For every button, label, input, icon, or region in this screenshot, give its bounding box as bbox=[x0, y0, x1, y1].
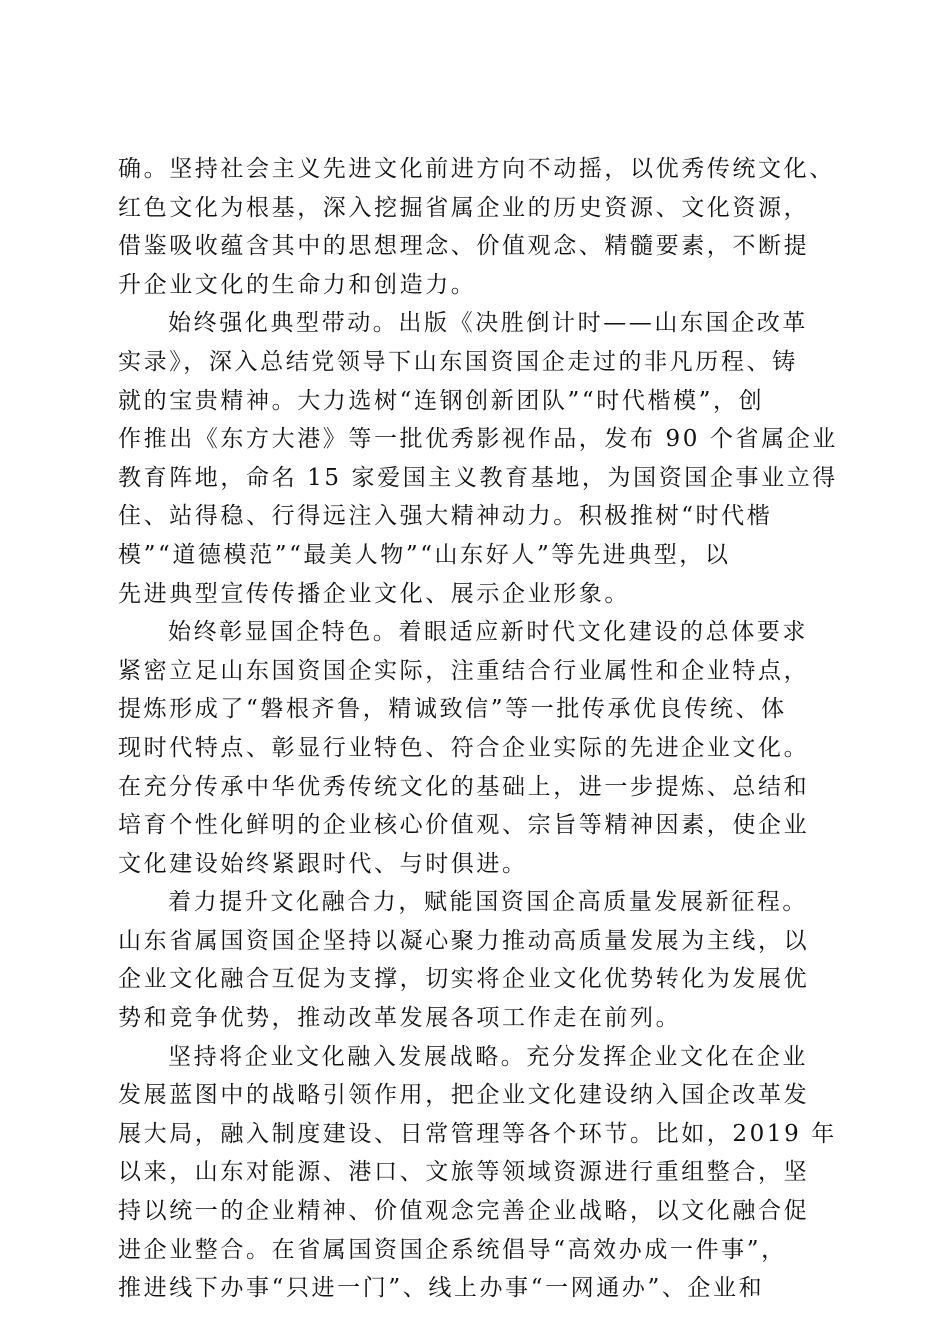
text-line: 红色文化为根基，深入挖掘省属企业的历史资源、文化资源， bbox=[118, 194, 810, 221]
text-line: 持以统一的企业精神、价值观念完善企业战略，以文化融合促 bbox=[118, 1198, 810, 1225]
body-text bbox=[118, 150, 838, 1308]
paragraph-first-line: 始终强化典型带动。出版《决胜倒计时——山东国企改革 bbox=[168, 310, 808, 337]
paragraph-first-line: 着力提升文化融合力，赋能国资国企高质量发展新征程。 bbox=[168, 889, 808, 916]
text-line: 确。坚持社会主义先进文化前进方向不动摇，以优秀传统文化、 bbox=[118, 156, 835, 182]
text-line: 展大局，融入制度建设、日常管理等各个环节。比如，2019 年 bbox=[118, 1120, 837, 1147]
text-line: 作推出《东方大港》等一批优秀影视作品，发布 90 个省属企业 bbox=[118, 426, 838, 453]
text-line: 推进线下办事“只进一门”、线上办事“一网通办”、企业和 bbox=[118, 1275, 765, 1302]
text-line: 现时代特点、彰显行业特色、符合企业实际的先进企业文化。 bbox=[118, 734, 810, 761]
text-line: 进企业整合。在省属国资国企系统倡导“高效办成一件事”， bbox=[118, 1236, 787, 1263]
text-line: 在充分传承中华优秀传统文化的基础上，进一步提炼、总结和 bbox=[118, 773, 810, 800]
text-line: 实录》，深入总结党领导下山东国资国企走过的非凡历程、铸 bbox=[118, 348, 798, 375]
text-line: 模”“道德模范”“最美人物”“山东好人”等先进典型，以 bbox=[118, 541, 731, 568]
text-line: 培育个性化鲜明的企业核心价值观、宗旨等精神因素，使企业 bbox=[118, 812, 810, 839]
text-line: 提炼形成了“磐根齐鲁，精诚致信”等一批传承优良传统、体 bbox=[118, 696, 787, 723]
text-line: 升企业文化的生命力和创造力。 bbox=[118, 271, 477, 298]
text-line: 借鉴吸收蕴含其中的思想理念、价值观念、精髓要素，不断提 bbox=[118, 233, 810, 260]
text-line: 紧密立足山东国资国企实际，注重结合行业属性和企业特点， bbox=[118, 657, 810, 684]
text-line: 企业文化融合互促为支撑，切实将企业文化优势转化为发展优 bbox=[118, 966, 810, 993]
paragraph-first-line: 始终彰显国企特色。着眼适应新时代文化建设的总体要求 bbox=[168, 619, 808, 646]
text-line: 发展蓝图中的战略引领作用，把企业文化建设纳入国企改革发 bbox=[118, 1082, 810, 1109]
text-line: 文化建设始终紧跟时代、与时俱进。 bbox=[118, 850, 528, 877]
text-line: 教育阵地，命名 15 家爱国主义教育基地，为国资国企事业立得 bbox=[118, 464, 838, 491]
paragraph-first-line: 坚持将企业文化融入发展战略。充分发挥企业文化在企业 bbox=[168, 1043, 808, 1070]
text-line: 先进典型宣传传播企业文化、展示企业形象。 bbox=[118, 580, 630, 607]
text-line: 以来，山东对能源、港口、文旅等领域资源进行重组整合，坚 bbox=[118, 1159, 810, 1186]
text-line: 住、站得稳、行得远注入强大精神动力。积极推树“时代楷 bbox=[118, 503, 773, 530]
text-line: 势和竞争优势，推动改革发展各项工作走在前列。 bbox=[118, 1005, 682, 1032]
text-line: 就的宝贵精神。大力选树“连钢创新团队”“时代楷模”，创 bbox=[118, 387, 765, 414]
text-line: 山东省属国资国企坚持以凝心聚力推动高质量发展为主线，以 bbox=[118, 927, 810, 954]
